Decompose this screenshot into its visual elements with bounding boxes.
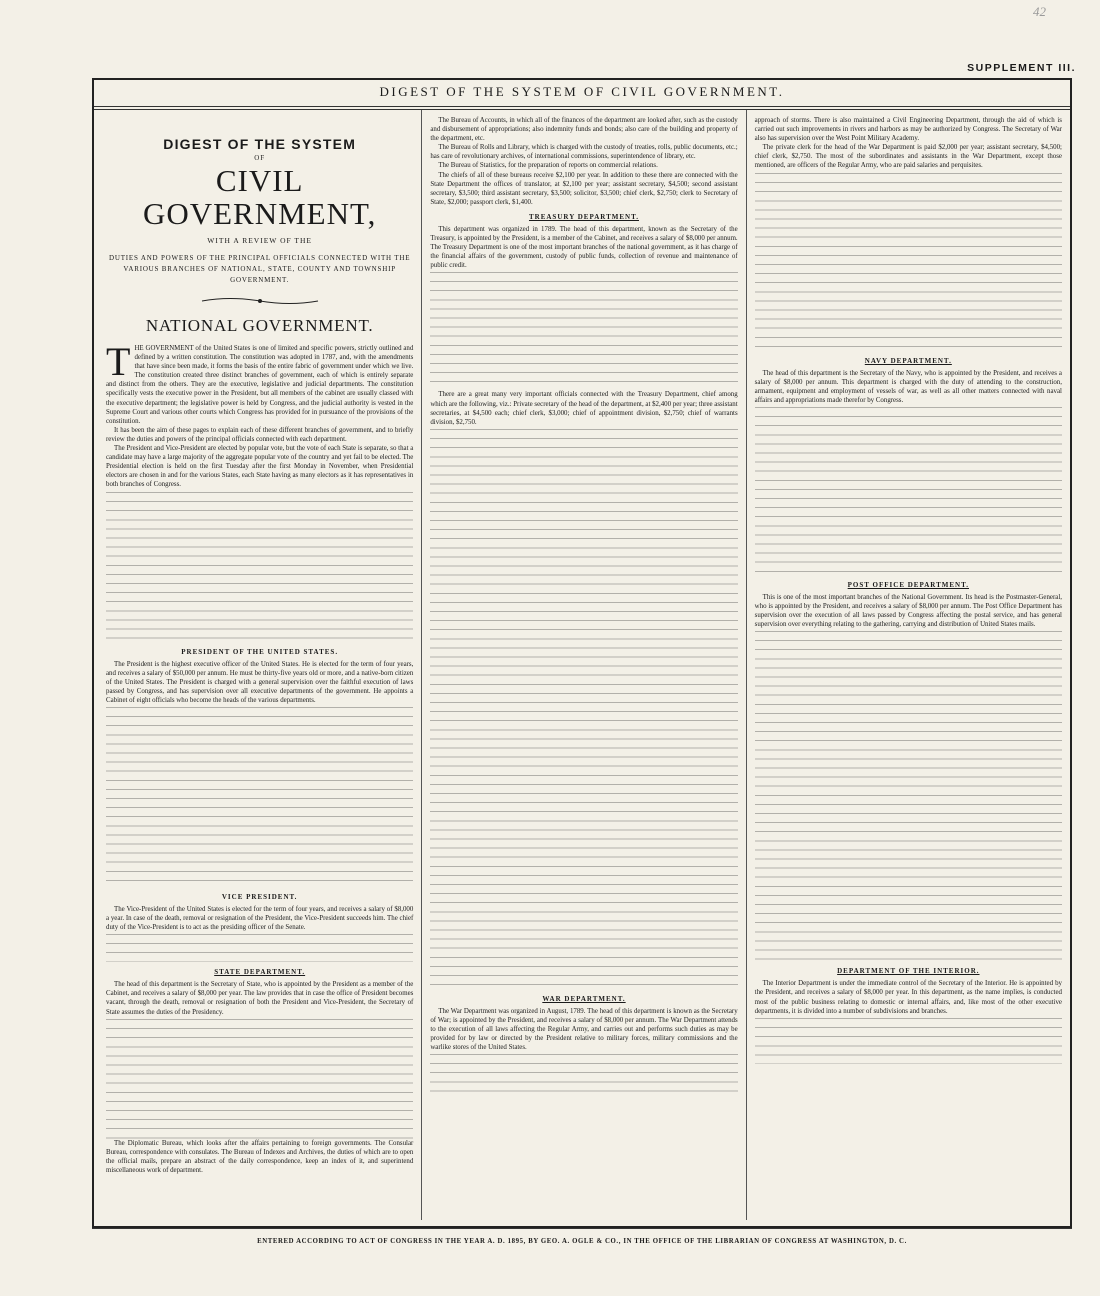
state-bureaus-text: The Diplomatic Bureau, which looks after the affairs pertaining to foreign governments. The Consular Bureau, correspondence with consulates. The Bureau of Indexes and Archives, the duties of which are to open the official mails, prepare an abstract of the daily correspondence, keep an index of it, and superintend miscellaneous work of department. <box>106 1139 414 1174</box>
title-main: CIVIL GOVERNMENT, <box>142 163 377 231</box>
intro-text: HE GOVERNMENT of the United States is one of limited and specific powers, strictly outlined and defined by a written constitution. The constitution was adopted in 1787, and, with the amendments that have since been made, it forms the basis of the entire fabric of government under which we live. The constitution created three distinct branches of government, each of which is entirely separate and distinct from the others. They are the executive, legislative and judicial departments. The constitution specifically vests the executive power in the President, but all members of the cabinet are usually classed with the executive department; the legislative power is held by Congress, and the judicial authority is vested in the Supreme Court and various other courts which Congress has provided for in pursuance of the provisions of the constitution. <box>106 345 414 425</box>
vice-president-heading: VICE PRESIDENT. <box>221 892 298 901</box>
text-lines <box>430 429 737 989</box>
column-1 <box>94 110 421 1220</box>
treasury-officials-text: There are a great many very important officials connected with the Treasury Department, chief among which are the following, viz.: Private secretary of the head of the department, at $2,400 per year; three assistant secretaries, at $4,500 each; chief clerk, $3,000; chief of appointment division, $2,750; chief of warrants division, $2,750. <box>430 391 738 426</box>
document-sheet <box>92 78 1072 1228</box>
state-department-heading: STATE DEPARTMENT. <box>214 968 306 977</box>
footer-rule <box>92 1228 1072 1229</box>
intro-paragraph <box>106 339 414 426</box>
drop-cap: T <box>106 339 131 384</box>
war-continued-text: approach of storms. There is also maintained a Civil Engineering Department, through the aid of which is carried out such improvements in rivers and harbors as may be authorized by Congress. The Secretary of War also has supervision over the West Point Military Academy. <box>754 117 1062 143</box>
title-duties: DUTIES AND POWERS OF THE PRINCIPAL OFFICIALS CONNECTED WITH THE VARIOUS BRANCHES OF NATIONAL, STATE, COUNTY AND TOWNSHIP GOVERNMENT. <box>109 254 411 284</box>
treasury-text: This department was organized in 1789. The head of this department, known as the Secretary of the Treasury, is appointed by the President, is a member of the Cabinet, and receives a salary of $8,000 per annum. The Treasury Department is one of the most important branches of the national government, as it has charge of the financial affairs of the government, custody of public funds, collection of revenue and maintenance of public credit. <box>430 225 738 270</box>
page-number: 42 <box>1033 4 1046 19</box>
text-lines <box>106 1019 413 1139</box>
war-text: The War Department was organized in August, 1789. The head of this department is known as the Secretary of War; is appointed by the President, and receives a salary of $8,000 per annum. The War Department attends to the execution of all laws affecting the Regular Army, and carries out and performs such duties as may be provided for by law or directed by the President relative to military forces, military commissions and the warlike stores of the United States. <box>430 1007 738 1052</box>
copyright-footer: ENTERED ACCORDING TO ACT OF CONGRESS IN THE YEAR A. D. 1895, BY GEO. A. OGLE & CO., IN THE OFFICE OF THE LIBRARIAN OF CONGRESS AT WASHINGTON, D. C. <box>257 1238 907 1245</box>
text-lines <box>755 173 1062 351</box>
text-lines <box>755 631 1062 961</box>
bureau-rolls-text: The Bureau of Rolls and Library, which is charged with the custody of treaties, rolls, public documents, etc.; has care of revolutionary archives, of international commissions, superintendence of library, etc. <box>430 144 738 161</box>
bureau-accounts-text: The Bureau of Accounts, in which all of the finances of the department are looked after, such as the custody and disbursement of appropriations; also indemnity funds and bonds; also care of the building and property of the department, etc. <box>430 117 738 143</box>
war-salaries-text: The private clerk for the head of the War Department is paid $2,000 per year; assistant secretary, $4,500; chief clerk, $2,750. The most of the subordinates and assistants in the War Department, except those mentioned, are officers of the Regular Army, who are paid salaries and perquisites. <box>754 144 1062 170</box>
title-line1: DIGEST OF THE SYSTEM <box>163 136 357 152</box>
text-lines <box>106 934 413 962</box>
flourish-divider <box>200 296 320 306</box>
treasury-heading: TREASURY DEPARTMENT. <box>528 212 639 221</box>
bureau-chiefs-text: The chiefs of all of these bureaus receive $2,100 per year. In addition to these there are connected with the State Department the offices of translator, at $2,100 per year; assistant secretary, $4,500; second assistant secretary, $3,500; third assistant secretary, $3,500; solicitor, $3,500; chief clerk, $2,750; clerk to Secretary of State, $2,000; passport clerk, $1,400. <box>430 171 738 206</box>
title-of: OF <box>254 154 266 162</box>
interior-heading: DEPARTMENT OF THE INTERIOR. <box>837 967 980 976</box>
text-lines <box>755 1018 1062 1064</box>
intro-paragraph-2: It has been the aim of these pages to explain each of these different branches of government, and to briefly review the duties and powers of the principal officials connected with each department. <box>106 426 414 443</box>
text-columns <box>94 110 1070 1220</box>
title-review: WITH A REVIEW OF THE <box>207 236 313 245</box>
banner-title: DIGEST OF THE SYSTEM OF CIVIL GOVERNMENT. <box>94 84 1070 107</box>
president-heading: PRESIDENT OF THE UNITED STATES. <box>181 647 339 656</box>
vice-president-text: The Vice-President of the United States is elected for the term of four years, and receives a salary of $8,000 a year. In case of the death, removal or resignation of the President, the Vice-President succeeds him. The chief duty of the Vice-President is to act as the presiding officer of the Senate. <box>106 905 414 932</box>
president-text: The President is the highest executive officer of the United States. He is elected for the term of four years, and receives a salary of $50,000 per annum. He must be thirty-five years old or more, and a native-born citizen of the United States. The President is charged with a general supervision over the faithful execution of laws passed by Congress, and has supervision over all executive departments of the government. He appoints a Cabinet of eight officials who become the heads of the various departments. <box>106 660 414 704</box>
text-lines <box>430 1054 737 1094</box>
navy-text: The head of this department is the Secretary of the Navy, who is appointed by the President, and receives a salary of $8,000 per annum. This department is charged with the duty of attending to the construction, armament, equipment and employment of vessels of war, as well as all other matters connected with naval affairs and appropriations made therefor by Congress. <box>754 369 1062 404</box>
text-lines <box>106 492 413 642</box>
column-3 <box>746 110 1070 1220</box>
column-2 <box>421 110 745 1220</box>
supplement-label: SUPPLEMENT III. <box>967 62 1076 74</box>
state-department-text: The head of this department is the Secretary of State, who is appointed by the President as a member of the Cabinet, and receives a salary of $8,000 per year. The law provides that in case the office of President becomes vacant, through the death, removal or resignation of both the President and Vice-President, the Secretary of State assumes the duties of the Presidency. <box>106 981 414 1016</box>
intro-paragraph-3: The President and Vice-President are elected by popular vote, but the vote of each State is separate, so that a candidate may have a large majority of the aggregate popular vote of the country and yet fail to be elected. The Presidential election is held on the first Tuesday after the first Monday in November, when Presidential electors are chosen in and for the various States, each State having as many electors as it has representatives in both branches of Congress. <box>106 445 414 489</box>
national-government-heading: NATIONAL GOVERNMENT. <box>145 316 374 335</box>
title-block <box>106 116 413 306</box>
war-heading: WAR DEPARTMENT. <box>542 994 626 1003</box>
text-lines <box>755 407 1062 575</box>
post-office-text: This is one of the most important branches of the National Government. Its head is the Postmaster-General, who is appointed by the President, and receives a salary of $8,000 per annum. The Post Office Department has supervision over the execution of all laws passed by Congress affecting the postal service, and has general supervision over everything relating to the gathering, carrying and distribution of United States mails. <box>754 593 1062 629</box>
navy-heading: NAVY DEPARTMENT. <box>864 356 952 365</box>
text-lines <box>430 272 737 390</box>
bureau-statistics-text: The Bureau of Statistics, for the preparation of reports on commercial relations. <box>438 162 658 170</box>
text-lines <box>106 707 413 887</box>
post-office-heading: POST OFFICE DEPARTMENT. <box>847 580 969 589</box>
interior-text: The Interior Department is under the immediate control of the Secretary of the Interior. He is appointed by the President, and receives a salary of $8,000 per year. In this department, as the name implies, is conducted most of the public business relating to domestic or internal affairs, and, like most of the other executive departments, it is divided into a number of subdivisions and branches. <box>754 980 1062 1015</box>
